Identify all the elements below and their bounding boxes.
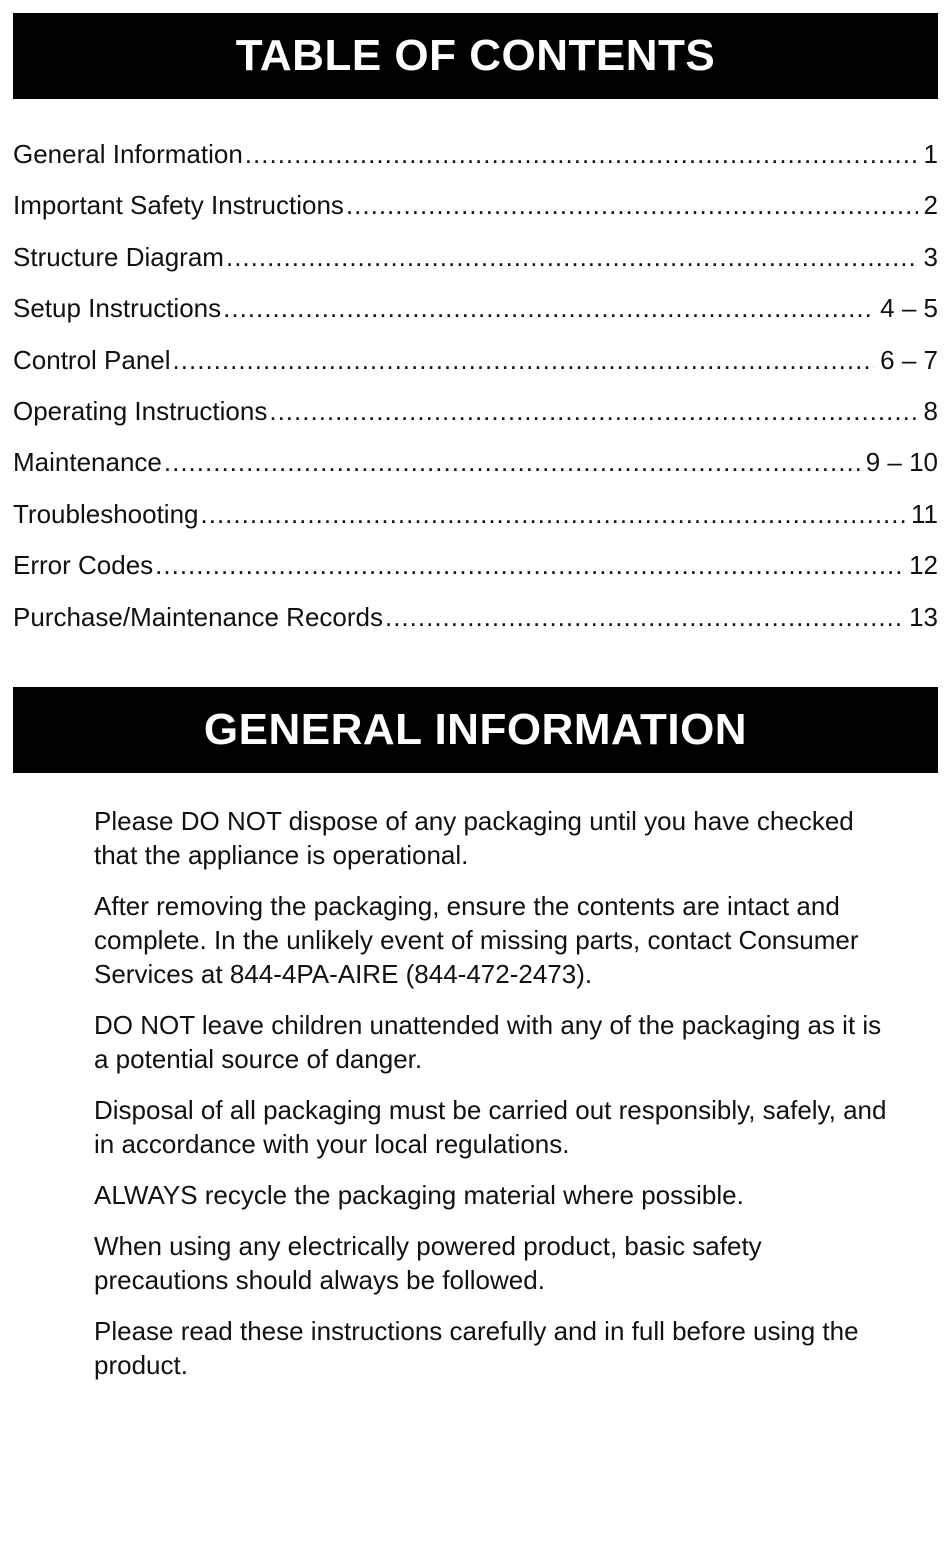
- toc-dot-leader: [269, 391, 917, 431]
- table-of-contents: [13, 134, 938, 648]
- toc-entry-purchase-maintenance-records: [13, 597, 938, 648]
- toc-entry-general-information: [13, 134, 938, 185]
- toc-dot-leader: [346, 185, 918, 225]
- toc-entry-title: Purchase/Maintenance Records: [13, 597, 385, 637]
- toc-entry-structure-diagram: [13, 237, 938, 288]
- toc-entry-page: 8: [918, 391, 938, 431]
- toc-entry-title: Structure Diagram: [13, 237, 226, 277]
- toc-entry-title: Troubleshooting: [13, 494, 201, 534]
- toc-heading-banner: [13, 13, 938, 99]
- toc-dot-leader: [155, 545, 903, 585]
- toc-entry-maintenance: [13, 442, 938, 493]
- toc-entry-page: 2: [918, 185, 938, 225]
- toc-entry-page: 3: [918, 237, 938, 277]
- toc-entry-troubleshooting: [13, 494, 938, 545]
- general-information-paragraph: When using any electrically powered product, basic safety precautions should always be followed.: [94, 1231, 762, 1295]
- toc-entry-title: Setup Instructions: [13, 288, 223, 328]
- toc-entry-title: Operating Instructions: [13, 391, 269, 431]
- toc-entry-page: 1: [918, 134, 938, 174]
- toc-entry-error-codes: [13, 545, 938, 596]
- general-information-heading: GENERAL INFORMATION: [203, 705, 748, 754]
- toc-dot-leader: [245, 134, 918, 174]
- general-information-paragraph: Please read these instructions carefully and in full before using the product.: [94, 1316, 859, 1380]
- toc-heading: TABLE OF CONTENTS: [235, 31, 716, 80]
- toc-dot-leader: [223, 288, 874, 328]
- toc-entry-page: 9 – 10: [860, 442, 938, 482]
- general-information-paragraph: After removing the packaging, ensure the contents are intact and complete. In the unlikely event of missing parts, contact Consumer Services at 844-4PA-AIRE (844-472-2473).: [94, 891, 859, 989]
- general-information-paragraph: Disposal of all packaging must be carried out responsibly, safely, and in accordance with your local regulations.: [94, 1095, 887, 1159]
- general-information-body: [94, 804, 894, 1399]
- toc-dot-leader: [226, 237, 918, 277]
- general-information-paragraph: DO NOT leave children unattended with any of the packaging as it is a potential source of danger.: [94, 1010, 882, 1074]
- toc-entry-page: 12: [903, 545, 938, 585]
- toc-entry-important-safety-instructions: [13, 185, 938, 236]
- toc-dot-leader: [164, 442, 860, 482]
- toc-entry-setup-instructions: [13, 288, 938, 339]
- toc-entry-page: 6 – 7: [874, 340, 938, 380]
- general-information-paragraph: ALWAYS recycle the packaging material where possible.: [94, 1180, 744, 1210]
- toc-entry-page: 11: [905, 494, 938, 534]
- toc-entry-control-panel: [13, 340, 938, 391]
- toc-entry-title: General Information: [13, 134, 245, 174]
- general-information-paragraph: Please DO NOT dispose of any packaging until you have checked that the appliance is operational.: [94, 806, 854, 870]
- general-information-heading-banner: [13, 687, 938, 773]
- toc-entry-operating-instructions: [13, 391, 938, 442]
- toc-entry-title: Control Panel: [13, 340, 173, 380]
- toc-dot-leader: [201, 494, 906, 534]
- toc-entry-page: 13: [903, 597, 938, 637]
- toc-entry-page: 4 – 5: [874, 288, 938, 328]
- toc-entry-title: Error Codes: [13, 545, 155, 585]
- toc-entry-title: Important Safety Instructions: [13, 185, 346, 225]
- toc-dot-leader: [173, 340, 875, 380]
- toc-entry-title: Maintenance: [13, 442, 164, 482]
- toc-dot-leader: [385, 597, 903, 637]
